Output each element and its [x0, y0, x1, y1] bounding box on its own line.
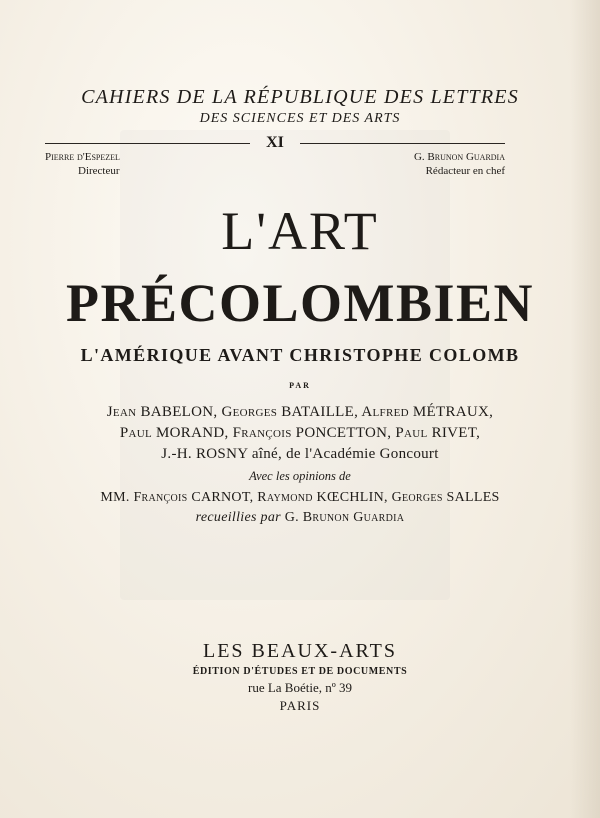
opinions-names: MM. François CARNOT, Raymond KŒCHLIN, Georges SALLES — [100, 490, 500, 505]
book-title-line1: L'ART — [221, 201, 379, 261]
opinions-block — [0, 488, 600, 528]
director-name: Pierre d'Espezel — [45, 151, 120, 163]
book-title-line2: PRÉCOLOMBIEN — [65, 273, 535, 333]
authors-list — [0, 402, 600, 465]
divider-right — [300, 143, 505, 144]
volume-number: XI — [266, 134, 284, 151]
series-subtitle: DES SCIENCES ET DES ARTS — [199, 111, 401, 126]
authors-line: Jean BABELON, Georges BATAILLE, Alfred MÉTRAUX, — [106, 404, 494, 420]
divider-left — [45, 143, 250, 144]
series-title: CAHIERS DE LA RÉPUBLIQUE DES LETTRES — [81, 86, 519, 108]
director-role: Directeur — [78, 165, 120, 177]
publisher-tagline: ÉDITION D'ÉTUDES ET DE DOCUMENTS — [192, 666, 408, 677]
editor-name: G. Brunon Guardia — [413, 151, 505, 163]
editor-block — [330, 150, 505, 178]
collector-name: G. Brunon Guardia — [284, 510, 405, 525]
opinions-label: Avec les opinions de — [249, 469, 351, 483]
publisher-city: PARIS — [279, 698, 321, 713]
collected-by-label: recueillies par — [195, 510, 281, 525]
book-subtitle: L'AMÉRIQUE AVANT CHRISTOPHE COLOMB — [80, 345, 520, 365]
publisher-name: LES BEAUX-ARTS — [202, 640, 398, 662]
director-block — [45, 150, 205, 178]
authors-line: Paul MORAND, François PONCETTON, Paul RIVET, — [119, 425, 481, 441]
authors-line: J.-H. ROSNY aîné, de l'Académie Goncourt — [161, 446, 439, 462]
publisher-address: rue La Boétie, nº 39 — [247, 680, 353, 695]
by-label: par — [289, 379, 311, 391]
editor-role: Rédacteur en chef — [425, 165, 505, 177]
opinions-collected-line — [0, 508, 600, 528]
